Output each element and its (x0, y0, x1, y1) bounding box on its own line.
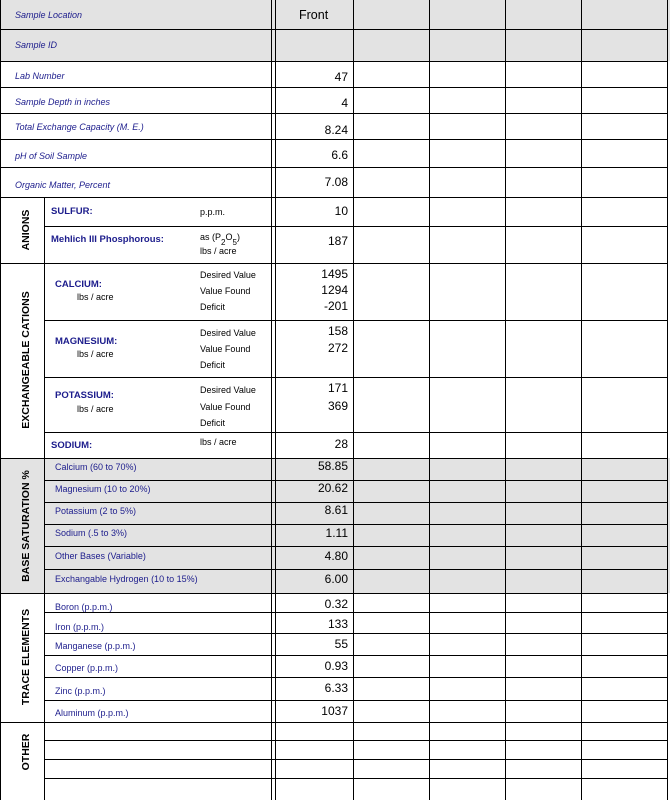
row-line (44, 612, 668, 613)
base-saturation-row-label: Calcium (60 to 70%) (55, 462, 137, 472)
potassium-found-value: 369 (327, 399, 348, 413)
trace-element-row-label: Aluminum (p.p.m.) (55, 708, 129, 718)
phosphorous-unit-b: lbs / acre (200, 246, 237, 256)
row-line (44, 569, 668, 570)
ph-value: 6.6 (331, 148, 348, 162)
row-line (0, 593, 668, 594)
sample-depth-label: Sample Depth in inches (15, 97, 111, 107)
trace-element-row-label: Zinc (p.p.m.) (55, 686, 106, 696)
calcium-desired-value: 1495 (321, 267, 348, 281)
potassium-found-label: Value Found (200, 402, 251, 412)
col-divider-2 (429, 0, 430, 800)
phosphorous-sub-5: 5 (232, 238, 237, 247)
trace-element-row-value: 0.93 (324, 659, 348, 673)
row-line (0, 139, 668, 140)
lab-number-value: 47 (334, 70, 348, 84)
row-line (44, 700, 668, 701)
trace-element-row-value: 6.33 (324, 681, 348, 695)
calcium-found-value: 1294 (321, 283, 348, 297)
trace-element-row-value: 1037 (321, 704, 348, 718)
trace-element-row-value: 55 (334, 637, 348, 651)
potassium-deficit-label: Deficit (200, 418, 226, 428)
row-line (44, 759, 668, 760)
header-shade (0, 0, 670, 61)
column-front-header: Front (299, 8, 329, 22)
potassium-desired-label: Desired Value (200, 385, 256, 395)
phosphorous-unit-o: O (225, 232, 233, 242)
other-section-label: OTHER (20, 733, 32, 771)
magnesium-desired-label: Desired Value (200, 328, 256, 338)
sulfur-label: SULFUR: (51, 206, 93, 217)
trace-element-row-value: 133 (327, 617, 348, 631)
phosphorous-unit (200, 232, 240, 247)
row-line (44, 740, 668, 741)
row-line (0, 722, 668, 723)
row-line (44, 677, 668, 678)
base-saturation-row-label: Sodium (.5 to 3%) (55, 528, 128, 538)
row-line (44, 633, 668, 634)
row-line (44, 320, 668, 321)
row-line (44, 480, 668, 481)
organic-label: Organic Matter, Percent (15, 180, 111, 190)
anions-section-label: ANIONS (20, 209, 32, 251)
total-exchange-label: Total Exchange Capacity (M. E.) (15, 122, 144, 132)
trace-element-row-label: Boron (p.p.m.) (55, 602, 113, 612)
row-line (0, 113, 668, 114)
calcium-deficit-value: -201 (323, 299, 348, 313)
magnesium-found-label: Value Found (200, 344, 251, 354)
row-line (0, 167, 668, 168)
base-saturation-row-label: Magnesium (10 to 20%) (55, 484, 151, 494)
base-saturation-row-value: 4.80 (324, 549, 348, 563)
row-line (0, 61, 668, 62)
magnesium-unit: lbs / acre (77, 349, 114, 359)
row-line (0, 197, 668, 198)
phosphorous-sub-2: 2 (221, 238, 226, 247)
sample-id-label: Sample ID (15, 40, 58, 50)
base-saturation-row-label: Potassium (2 to 5%) (55, 506, 137, 516)
sample-depth-value: 4 (341, 96, 348, 110)
calcium-found-label: Value Found (200, 286, 251, 296)
sulfur-value: 10 (334, 204, 348, 218)
total-exchange-value: 8.24 (324, 123, 348, 137)
potassium-unit: lbs / acre (77, 404, 114, 414)
potassium-desired-value: 171 (327, 381, 348, 395)
organic-value: 7.08 (324, 175, 348, 189)
row-line (44, 502, 668, 503)
trace-elements-section-label: TRACE ELEMENTS (20, 608, 32, 706)
magnesium-deficit-label: Deficit (200, 360, 226, 370)
row-line (0, 87, 668, 88)
row-line (44, 226, 668, 227)
label-divider-a (271, 0, 272, 800)
magnesium-found-value: 272 (327, 341, 348, 355)
row-line (0, 29, 668, 30)
sodium-unit: lbs / acre (200, 437, 237, 447)
calcium-deficit-label: Deficit (200, 302, 226, 312)
trace-element-row-label: Copper (p.p.m.) (55, 663, 119, 673)
ph-label: pH of Soil Sample (15, 151, 88, 161)
left-border (0, 0, 1, 800)
calcium-label: CALCIUM: (55, 279, 102, 290)
col-divider-4 (581, 0, 582, 800)
base-saturation-row-value: 20.62 (317, 481, 348, 495)
trace-element-row-label: Manganese (p.p.m.) (55, 641, 136, 651)
trace-element-row-value: 0.32 (324, 597, 348, 611)
base-saturation-row-label: Other Bases (Variable) (55, 551, 146, 561)
row-line (44, 432, 668, 433)
phosphorous-value: 187 (327, 234, 348, 248)
magnesium-label: MAGNESIUM: (55, 336, 118, 347)
sodium-label: SODIUM: (51, 440, 93, 451)
cations-section-label: EXCHANGEABLE CATIONS (20, 291, 32, 429)
row-line (44, 377, 668, 378)
base-saturation-row-value: 6.00 (324, 572, 348, 586)
calcium-unit: lbs / acre (77, 292, 114, 302)
magnesium-desired-value: 158 (327, 324, 348, 338)
row-line (44, 546, 668, 547)
row-line (44, 524, 668, 525)
calcium-desired-label: Desired Value (200, 270, 256, 280)
phosphorous-unit-close: ) (236, 232, 240, 242)
base-saturation-section-label: BASE SATURATION % (20, 470, 32, 582)
phosphorous-unit-a: as (P (200, 232, 222, 242)
sulfur-unit: p.p.m. (200, 207, 226, 217)
row-line (0, 263, 668, 264)
lab-number-label: Lab Number (15, 71, 65, 81)
base-saturation-row-value: 1.11 (325, 526, 348, 540)
col-divider-1 (353, 0, 354, 800)
trace-element-row-label: Iron (p.p.m.) (55, 622, 105, 632)
sample-location-label: Sample Location (15, 10, 83, 20)
sodium-value: 28 (334, 437, 348, 451)
potassium-label: POTASSIUM: (55, 390, 114, 401)
base-saturation-row-label: Exchangable Hydrogen (10 to 15%) (55, 574, 198, 584)
label-divider-b (275, 0, 276, 800)
section-divider (44, 197, 45, 800)
col-divider-3 (505, 0, 506, 800)
right-border (667, 0, 668, 800)
base-saturation-row-value: 58.85 (317, 459, 348, 473)
phosphorous-label: Mehlich III Phosphorous: (51, 234, 164, 245)
row-line (44, 778, 668, 779)
row-line (44, 655, 668, 656)
base-saturation-row-value: 8.61 (324, 503, 348, 517)
